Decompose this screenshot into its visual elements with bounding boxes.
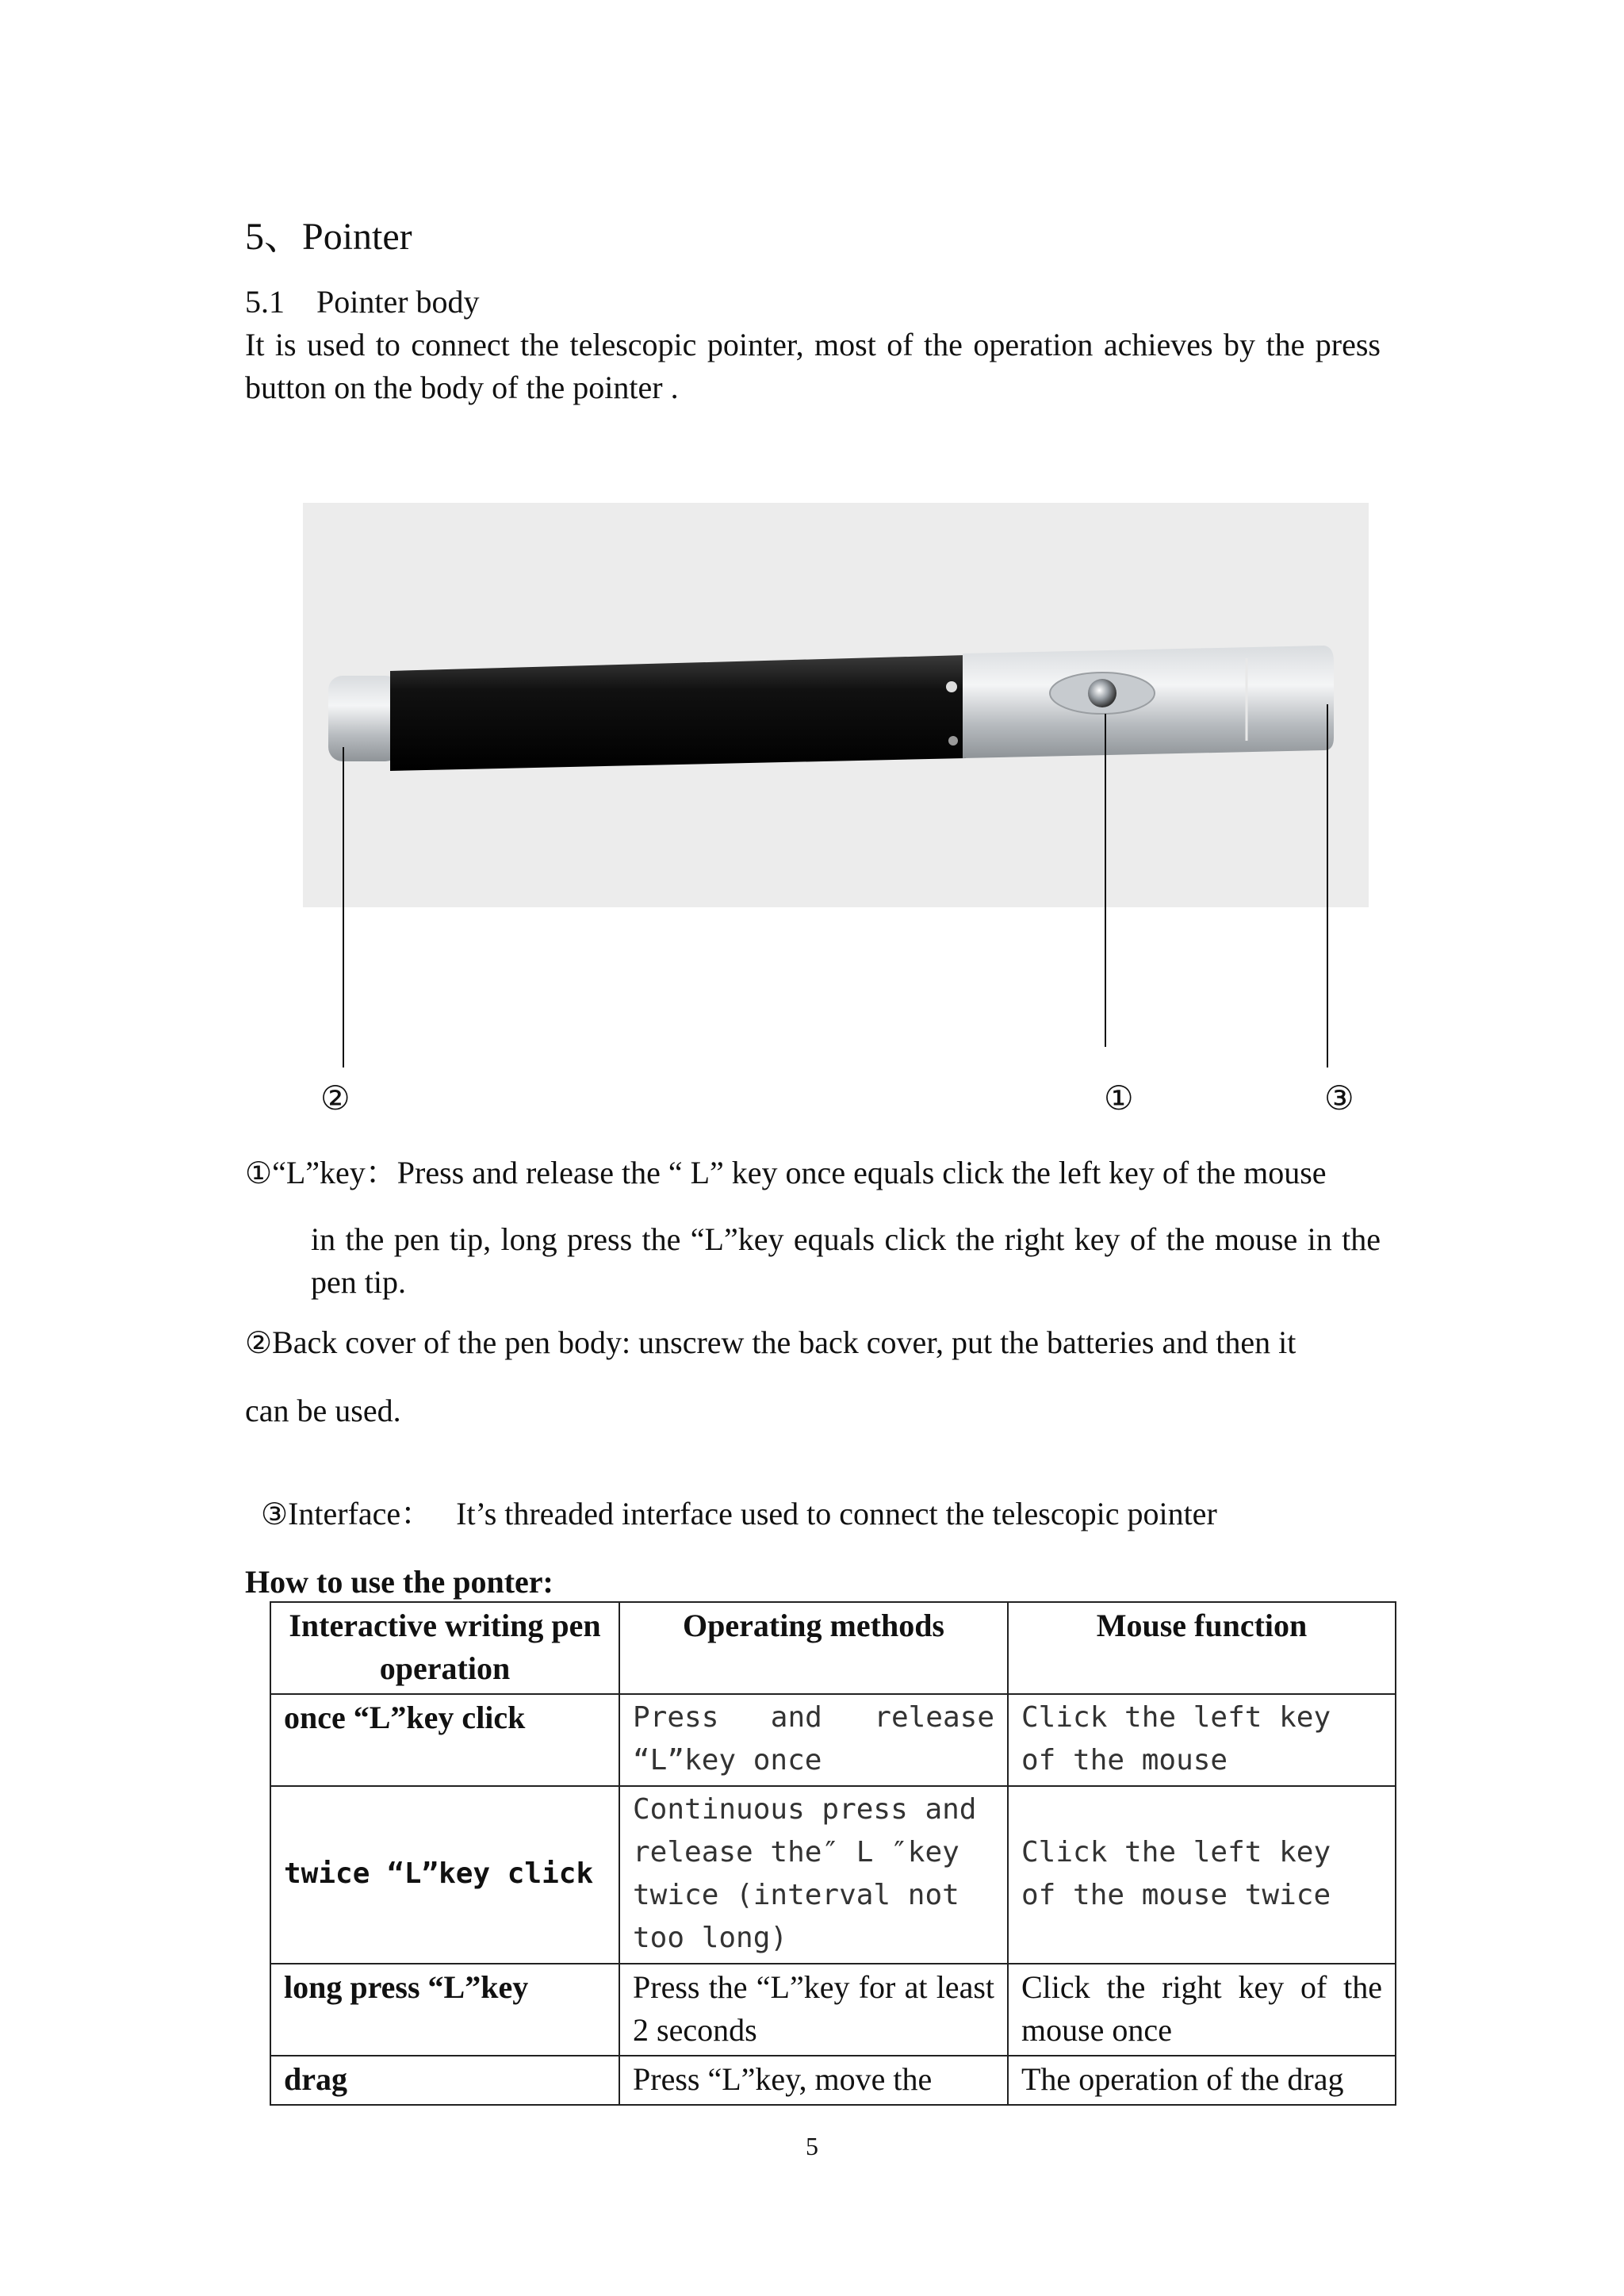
item-1-continuation: in the pen tip, long press the “L”key equals click the right key of the mouse in the pen tip. bbox=[311, 1221, 1381, 1300]
table-row bbox=[270, 1694, 1396, 1786]
table-row bbox=[270, 1964, 1396, 2056]
row-2-method: Continuous press and release the″ L ″key twice (interval not too long) bbox=[619, 1786, 1008, 1964]
subsection-heading: 5.1 Pointer body bbox=[245, 284, 480, 320]
leader-line-1 bbox=[1105, 714, 1106, 1047]
item-3-marker: ③ bbox=[261, 1497, 289, 1531]
row-1-function: Click the left key of the mouse bbox=[1008, 1694, 1396, 1786]
item-3-text: Interface： It’s threaded interface used to connect the telescopic pointer bbox=[288, 1496, 1217, 1531]
pointer-photo bbox=[303, 503, 1369, 907]
operations-table bbox=[270, 1601, 1396, 2106]
row-1-method: Press and release “L”key once bbox=[619, 1694, 1008, 1786]
intro-paragraph: It is used to connect the telescopic pointer, most of the operation achieves by the press button on the body of the pointer . bbox=[245, 327, 1381, 405]
item-1 bbox=[245, 1152, 1381, 1194]
item-2 bbox=[245, 1321, 1381, 1364]
item-2-text: Back cover of the pen body: unscrew the back cover, put the batteries and then it bbox=[272, 1324, 1297, 1360]
row-3-operation: long press “L”key bbox=[270, 1964, 619, 2056]
table-row bbox=[270, 2056, 1396, 2105]
header-methods: Operating methods bbox=[619, 1602, 1008, 1694]
pointer-illustration bbox=[303, 503, 1369, 907]
how-to-heading: How to use the ponter: bbox=[245, 1564, 553, 1600]
row-4-method: Press “L”key, move the bbox=[619, 2056, 1008, 2105]
row-2-function: Click the left key of the mouse twice bbox=[1008, 1786, 1396, 1964]
item-1-marker: ① bbox=[245, 1156, 273, 1190]
section-heading: 5、Pointer bbox=[245, 216, 412, 258]
item-3 bbox=[245, 1450, 1381, 1535]
header-operation: Interactive writing pen operation bbox=[270, 1602, 619, 1694]
item-2-marker: ② bbox=[245, 1325, 273, 1360]
callout-1: ① bbox=[1104, 1079, 1134, 1117]
row-4-function: The operation of the drag bbox=[1008, 2056, 1396, 2105]
leader-line-2 bbox=[343, 747, 344, 1068]
item-2-continuation: can be used. bbox=[245, 1393, 401, 1428]
page-number: 5 bbox=[806, 2132, 818, 2160]
row-1-operation: once “L”key click bbox=[270, 1694, 619, 1786]
leader-line-3 bbox=[1327, 704, 1328, 1068]
row-3-function: Click the right key of the mouse once bbox=[1008, 1964, 1396, 2056]
item-1-text: “L”key：Press and release the “ L” key once equals click the left key of the mouse bbox=[272, 1155, 1327, 1190]
header-mouse-function: Mouse function bbox=[1008, 1602, 1396, 1694]
callout-3: ③ bbox=[1324, 1079, 1354, 1117]
callout-2: ② bbox=[320, 1079, 350, 1117]
row-4-operation: drag bbox=[270, 2056, 619, 2105]
row-3-method: Press the “L”key for at least 2 seconds bbox=[619, 1964, 1008, 2056]
table-row bbox=[270, 1786, 1396, 1964]
row-2-operation: twice “L”key click bbox=[270, 1786, 619, 1964]
table-header-row bbox=[270, 1602, 1396, 1694]
